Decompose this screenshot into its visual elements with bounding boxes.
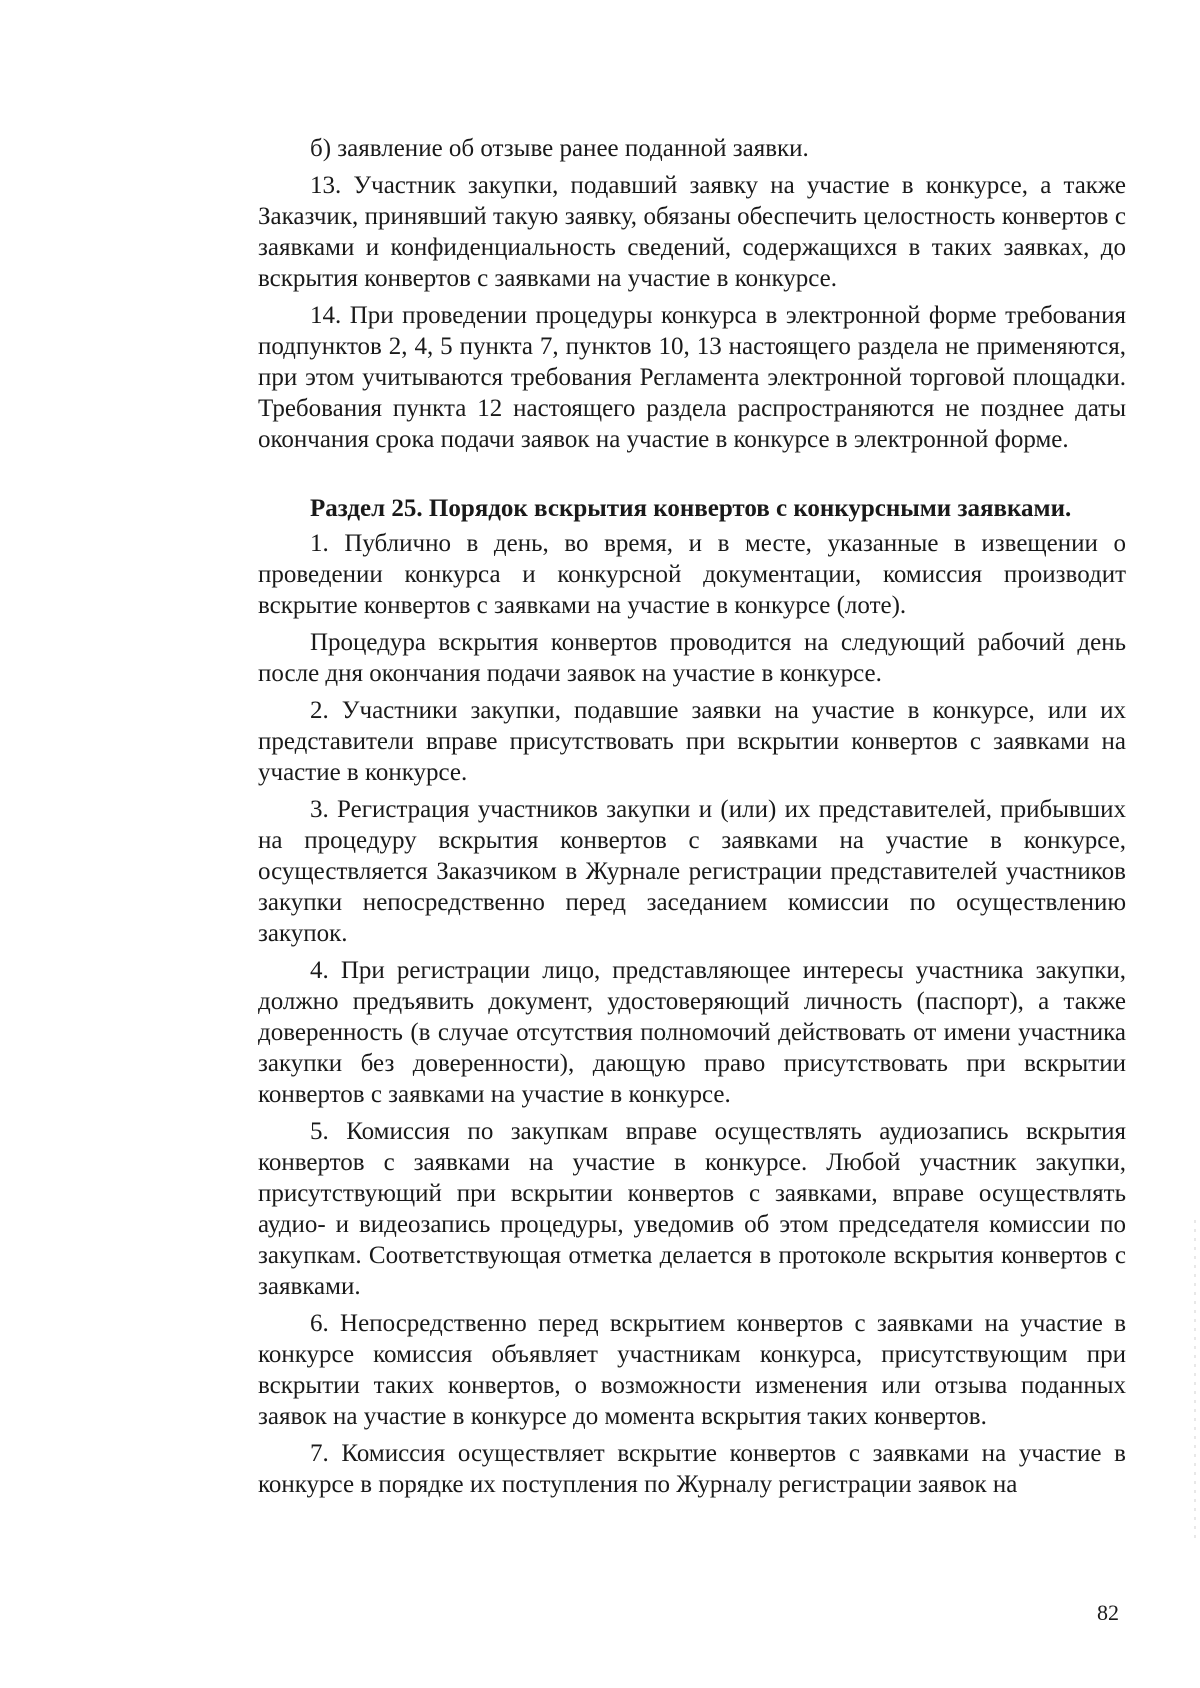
paragraph: 4. При регистрации лицо, представляющее интересы участника закупки, должно предъявить документ, удостоверяющий личность (паспорт), а также доверенность (в случае отсутствия полномочий действовать от имени участника закупки без доверенности), дающую право присутствовать при вскрытии конвертов с заявками на участие в конкурсе. [258, 957, 1126, 1108]
scan-edge-mark [1194, 1220, 1196, 1540]
paragraph: 7. Комиссия осуществляет вскрытие конвертов с заявками на участие в конкурсе в порядке их поступления по Журналу регистрации заявок на [258, 1440, 1126, 1498]
paragraph: 2. Участники закупки, подавшие заявки на участие в конкурсе, или их представители вправе присутствовать при вскрытии конвертов с заявками на участие в конкурсе. [258, 697, 1126, 786]
section-heading: Раздел 25. Порядок вскрытия конвертов с конкурсными заявками. [310, 495, 1072, 522]
paragraph: Процедура вскрытия конвертов проводится на следующий рабочий день после дня окончания подачи заявок на участие в конкурсе. [258, 629, 1126, 687]
paragraph: 6. Непосредственно перед вскрытием конвертов с заявками на участие в конкурсе комиссия объявляет участникам конкурса, присутствующим при вскрытии таких конвертов, о возможности изменения или отзыва поданных заявок на участие в конкурсе до момента вскрытия таких конвертов. [258, 1310, 1126, 1430]
page-number: 82 [1097, 1600, 1119, 1625]
paragraph: 5. Комиссия по закупкам вправе осуществлять аудиозапись вскрытия конвертов с заявками на участие в конкурсе. Любой участник закупки, присутствующий при вскрытии конвертов с заявками, вправе осуществлять аудио- и видеозапись процедуры, уведомив об этом председателя комиссии по закупкам. Соответствующая отметка делается в протоколе вскрытия конвертов с заявками. [258, 1118, 1126, 1300]
paragraph: 3. Регистрация участников закупки и (или) их представителей, прибывших на процедуру вскрытия конвертов с заявками на участие в конкурсе, осуществляется Заказчиком в Журнале регистрации представителей участников закупки непосредственно перед заседанием комиссии по осуществлению закупок. [258, 796, 1126, 947]
paragraph: 14. При проведении процедуры конкурса в электронной форме требования подпунктов 2, 4, 5 пункта 7, пунктов 10, 13 настоящего раздела не применяются, при этом учитываются требования Регламента электронной торговой площадки. Требования пункта 12 настоящего раздела распространяются не позднее даты окончания срока подачи заявок на участие в конкурсе в электронной форме. [258, 302, 1126, 453]
paragraph: б) заявление об отзыве ранее поданной заявки. [310, 135, 809, 162]
document-body [258, 133, 1126, 1506]
paragraph: 13. Участник закупки, подавший заявку на участие в конкурсе, а также Заказчик, принявший такую заявку, обязаны обеспечить целостность конвертов с заявками и конфиденциальность сведений, содержащихся в таких заявках, до вскрытия конвертов с заявками на участие в конкурсе. [258, 172, 1126, 292]
paragraph: 1. Публично в день, во время, и в месте, указанные в извещении о проведении конкурса и конкурсной документации, комиссия производит вскрытие конвертов с заявками на участие в конкурсе (лоте). [258, 530, 1126, 619]
